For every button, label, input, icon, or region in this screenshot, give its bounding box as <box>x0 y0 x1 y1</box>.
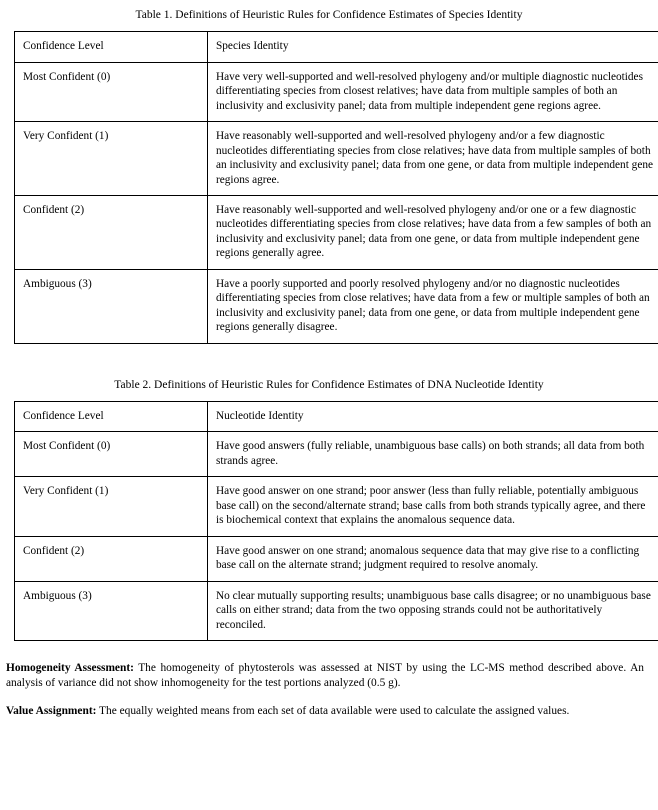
homogeneity-paragraph <box>0 661 658 691</box>
table-1-level-1: Very Confident (1) <box>15 122 208 196</box>
table-row <box>15 581 658 640</box>
value-assignment-heading: Value Assignment: <box>6 705 96 717</box>
table-2-desc-3: No clear mutually supporting results; unambiguous base calls disagree; or no unambiguous base calls on either strand; data from the two opposing strands could not be authoritatively reconciled. <box>208 581 658 640</box>
table-2-level-0: Most Confident (0) <box>15 432 208 477</box>
table-2-level-2: Confident (2) <box>15 536 208 581</box>
homogeneity-heading: Homogeneity Assessment: <box>6 662 134 674</box>
table-2-desc-1: Have good answer on one strand; poor answer (less than fully reliable, potentially ambiguous base call) on the second/alternate strand; base calls from both strands typically agree, and there is biochemical context that explains the anomalous sequence data. <box>208 477 658 536</box>
table-1-level-2: Confident (2) <box>15 196 208 270</box>
value-assignment-paragraph <box>0 704 658 719</box>
table-1-desc-1: Have reasonably well-supported and well-resolved phylogeny and/or a few diagnostic nucleotides differentiating species from close relatives; have data from multiple samples of both an inclusivity and exclusivity panel; data from one gene, or data from multiple independent gene regions agree. <box>208 122 658 196</box>
table-1-header-species-identity: Species Identity <box>208 32 658 62</box>
table-spacer <box>0 344 658 378</box>
table-1-level-3: Ambiguous (3) <box>15 269 208 343</box>
table-1-header-confidence-level: Confidence Level <box>15 32 208 62</box>
table-2-level-1: Very Confident (1) <box>15 477 208 536</box>
table-1-level-0: Most Confident (0) <box>15 62 208 121</box>
table-row <box>15 536 658 581</box>
table-1-desc-3: Have a poorly supported and poorly resolved phylogeny and/or no diagnostic nucleotides differentiating species from close relatives; have data from a few or multiple samples of both an inclusivity and exclusivity panel; data from one gene, or data from multiple independent gene regions generally disagree. <box>208 269 658 343</box>
table-row <box>15 122 658 196</box>
table-2-desc-2: Have good answer on one strand; anomalous sequence data that may give rise to a conflicting base call on the alternate strand; judgment required to resolve anomaly. <box>208 536 658 581</box>
table-2-desc-0: Have good answers (fully reliable, unambiguous base calls) on both strands; all data from both strands agree. <box>208 432 658 477</box>
table-1-desc-2: Have reasonably well-supported and well-resolved phylogeny and/or one or a few diagnostic nucleotides differentiating species from close relatives; have data from a few samples of both an inclusivity and exclusivity panel; data from one gene, or data from multiple independent gene regions generally agree. <box>208 196 658 270</box>
value-assignment-text: The equally weighted means from each set of data available were used to calculate the assigned values. <box>96 705 569 717</box>
table-2-level-3: Ambiguous (3) <box>15 581 208 640</box>
table-row <box>15 432 658 477</box>
table-row <box>15 196 658 270</box>
table-2-caption: Table 2. Definitions of Heuristic Rules for Confidence Estimates of DNA Nucleotide Identity <box>0 378 658 392</box>
table-2 <box>14 401 658 641</box>
table-row <box>15 269 658 343</box>
homogeneity-text: The homogeneity of phytosterols was assessed at NIST by using the LC-MS method described above. An analysis of variance did not show inhomogeneity for the test portions analyzed (0.5 g). <box>6 662 644 689</box>
table-1 <box>14 31 658 343</box>
table-2-header-nucleotide-identity: Nucleotide Identity <box>208 402 658 432</box>
table-2-header-confidence-level: Confidence Level <box>15 402 208 432</box>
table-row <box>15 477 658 536</box>
document-page <box>0 8 658 810</box>
table-row <box>15 62 658 121</box>
table-1-desc-0: Have very well-supported and well-resolved phylogeny and/or multiple diagnostic nucleotides differentiating species from closest relatives; have data from multiple samples of both an inclusivity and exclusivity panel; data from multiple independent gene regions agree. <box>208 62 658 121</box>
table-header-row <box>15 32 658 62</box>
table-header-row <box>15 402 658 432</box>
table-1-caption: Table 1. Definitions of Heuristic Rules for Confidence Estimates of Species Identity <box>0 8 658 22</box>
